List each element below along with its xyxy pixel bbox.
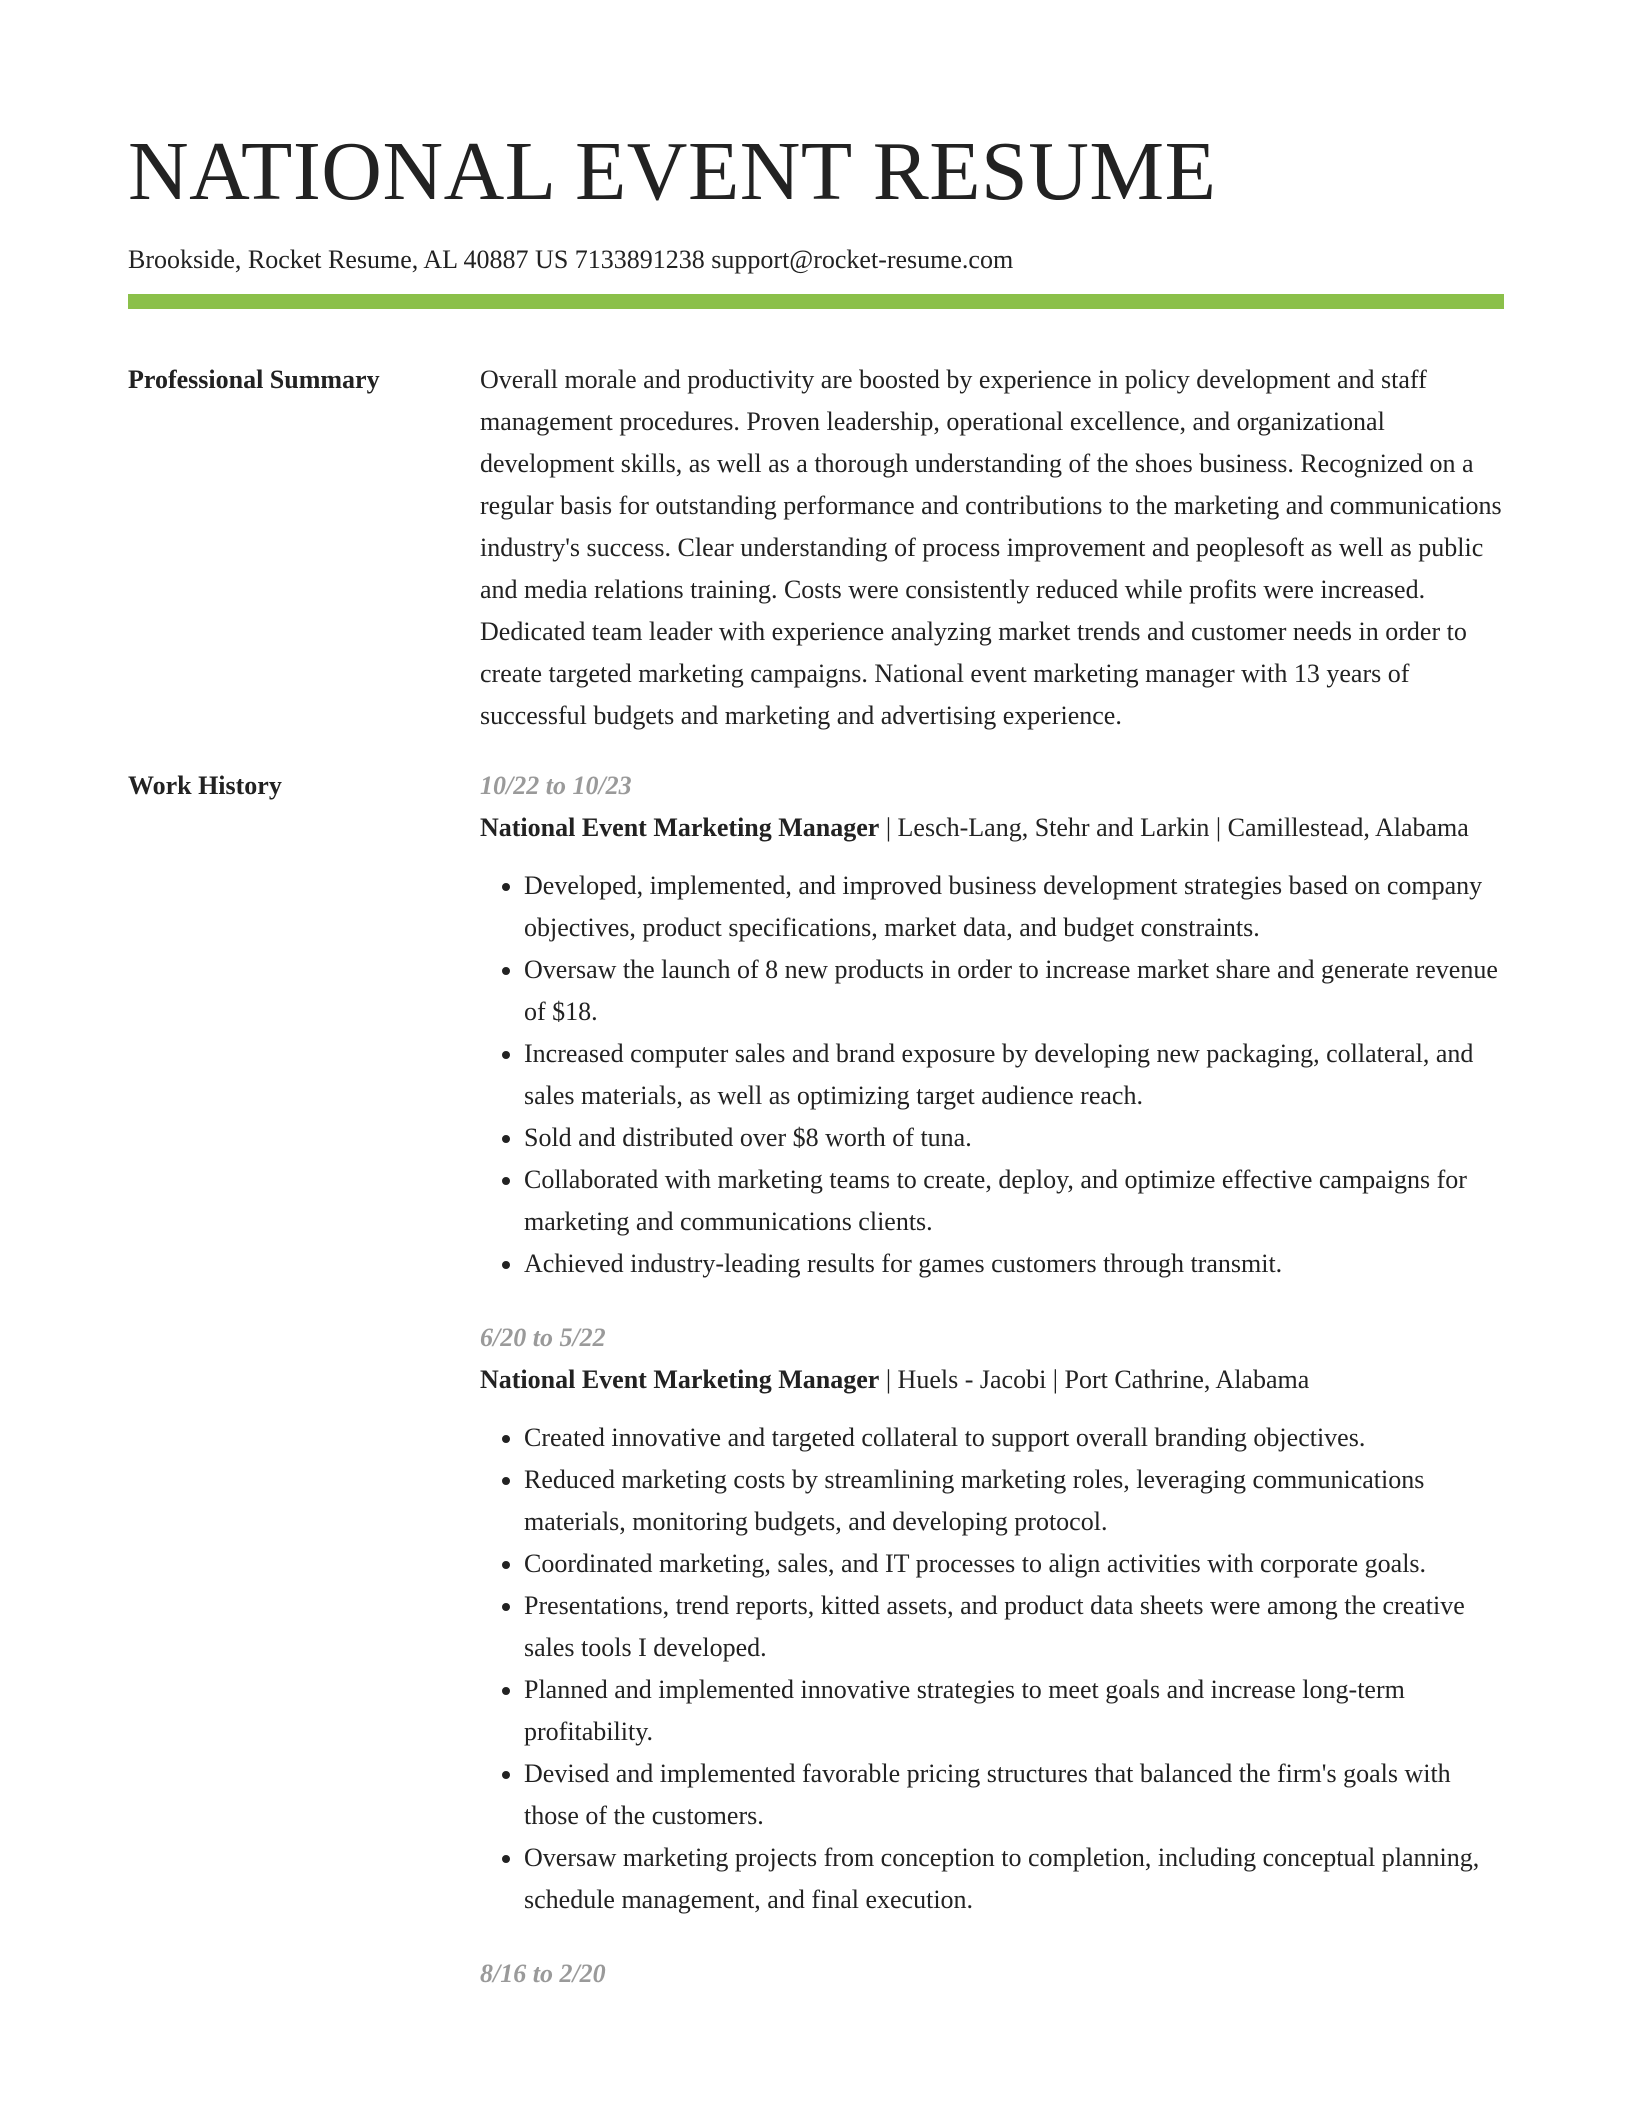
job-bullet-list bbox=[480, 1417, 1504, 1921]
job-bullet: • Achieved industry-leading results for games customers through transmit. bbox=[524, 1243, 1504, 1285]
summary-text: Overall morale and productivity are boosted by experience in policy development and staff management procedures. Proven leadership, operational excellence, and organizational development skills, as well as a thorough understanding of the shoes business. Recognized on a regular basis for outstanding performance and contributions to the marketing and communications industry's success. Clear understanding of process improvement and peoplesoft as well as public and media relations training. Costs were consistently reduced while profits were increased. Dedicated team leader with experience analyzing market trends and customer needs in order to create targeted marketing campaigns. National event marketing manager with 13 years of successful budgets and marketing and advertising experience. bbox=[480, 365, 1502, 730]
job-bullet: • Presentations, trend reports, kitted assets, and product data sheets were among the creative sales tools I developed. bbox=[524, 1585, 1504, 1669]
job-bullet: • Oversaw marketing projects from conception to completion, including conceptual planning, schedule management, and final execution. bbox=[524, 1837, 1504, 1921]
job-dates: 10/22 to 10/23 bbox=[480, 771, 632, 800]
resume-title: NATIONAL EVENT RESUME bbox=[128, 125, 1217, 218]
accent-divider bbox=[128, 294, 1504, 309]
job-entry bbox=[480, 765, 1504, 1285]
job-bullet-list bbox=[480, 865, 1504, 1285]
job-heading-line bbox=[480, 1359, 1504, 1401]
job-entry bbox=[480, 1953, 1504, 1995]
job-heading-line bbox=[480, 807, 1504, 849]
job-bullet: • Oversaw the launch of 8 new products in order to increase market share and generate revenue of $18. bbox=[524, 949, 1504, 1033]
summary-section bbox=[128, 359, 1504, 737]
work-history-body bbox=[480, 765, 1504, 1995]
job-title: National Event Marketing Manager bbox=[480, 813, 880, 842]
resume-page bbox=[128, 0, 1504, 1995]
work-history-section bbox=[128, 765, 1504, 1995]
job-bullet: • Increased computer sales and brand exposure by developing new packaging, collateral, and sales materials, as well as optimizing target audience reach. bbox=[524, 1033, 1504, 1117]
job-employer-location: | Lesch-Lang, Stehr and Larkin | Camillestead, Alabama bbox=[879, 813, 1469, 842]
job-bullet: • Reduced marketing costs by streamlining marketing roles, leveraging communications materials, monitoring budgets, and developing protocol. bbox=[524, 1459, 1504, 1543]
job-bullet: • Planned and implemented innovative strategies to meet goals and increase long-term profitability. bbox=[524, 1669, 1504, 1753]
job-bullet: • Devised and implemented favorable pricing structures that balanced the firm's goals with those of the customers. bbox=[524, 1753, 1504, 1837]
job-dates: 6/20 to 5/22 bbox=[480, 1323, 606, 1352]
job-bullet: • Sold and distributed over $8 worth of tuna. bbox=[524, 1117, 1504, 1159]
summary-heading: Professional Summary bbox=[128, 365, 380, 394]
job-employer-location: | Huels - Jacobi | Port Cathrine, Alabama bbox=[879, 1365, 1310, 1394]
job-bullet: • Developed, implemented, and improved business development strategies based on company objectives, product specifications, market data, and budget constraints. bbox=[524, 865, 1504, 949]
job-bullet: • Collaborated with marketing teams to create, deploy, and optimize effective campaigns for marketing and communications clients. bbox=[524, 1159, 1504, 1243]
work-history-heading: Work History bbox=[128, 771, 282, 800]
job-dates: 8/16 to 2/20 bbox=[480, 1959, 606, 1988]
contact-info: Brookside, Rocket Resume, AL 40887 US 7133891238 support@rocket-resume.com bbox=[128, 245, 1014, 274]
job-entry bbox=[480, 1317, 1504, 1921]
summary-body bbox=[480, 359, 1504, 737]
job-bullet: • Created innovative and targeted collateral to support overall branding objectives. bbox=[524, 1417, 1504, 1459]
job-bullet: • Coordinated marketing, sales, and IT processes to align activities with corporate goals. bbox=[524, 1543, 1504, 1585]
job-title: National Event Marketing Manager bbox=[480, 1365, 880, 1394]
